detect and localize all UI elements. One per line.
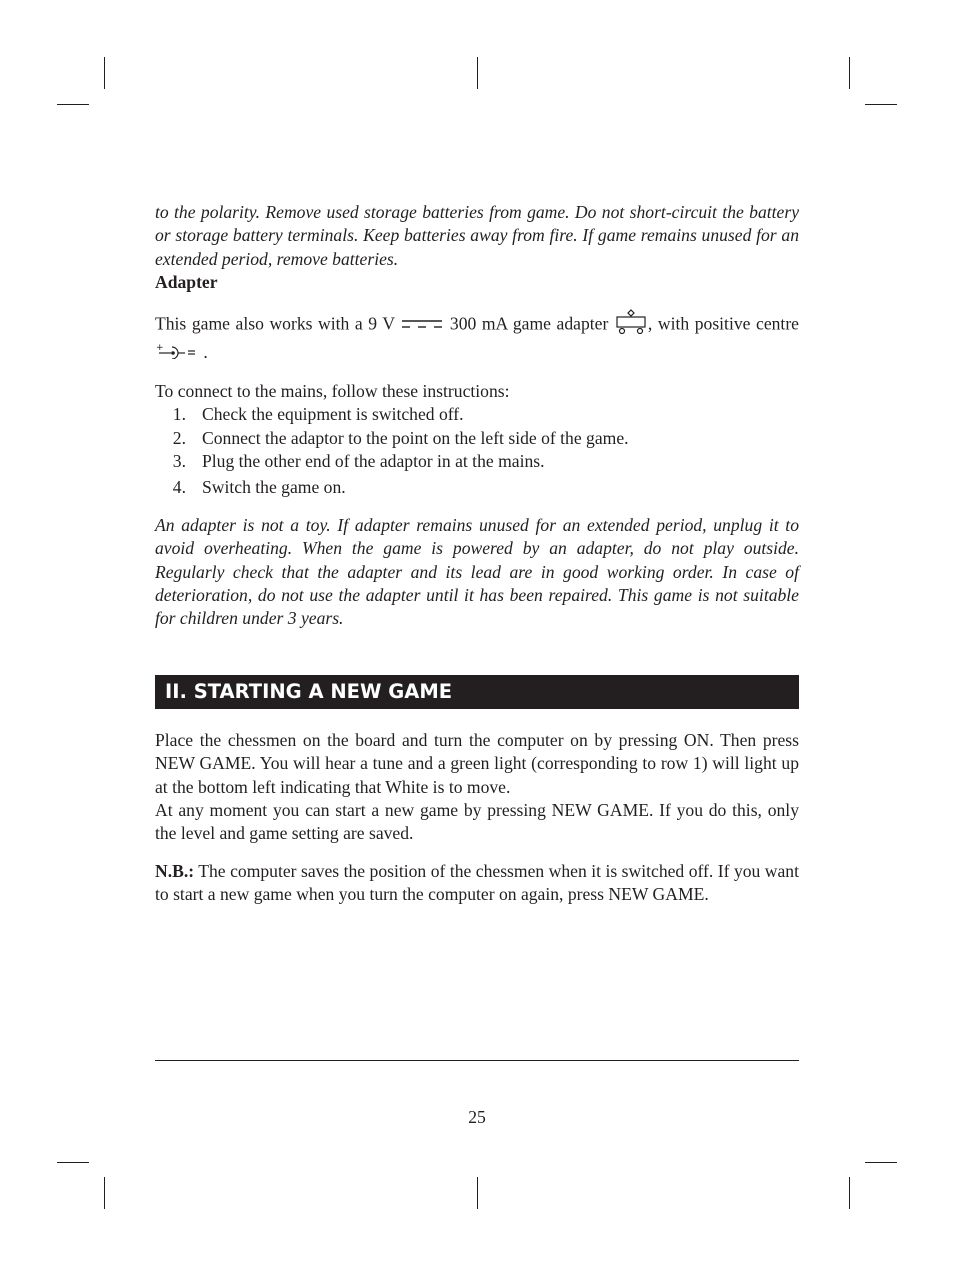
crop-mark-tl-vertical xyxy=(104,57,105,89)
crop-mark-tr-vertical xyxy=(849,57,850,89)
dc-voltage-symbol-icon xyxy=(400,313,444,336)
crop-mark-bl-vertical xyxy=(104,1177,105,1209)
crop-mark-br-vertical xyxy=(849,1177,850,1209)
adapter-text-4: . xyxy=(199,342,208,363)
adapter-text-1: This game also works with a 9 V xyxy=(155,312,395,333)
adapter-symbol-icon xyxy=(614,309,648,341)
crop-mark-bl-horizontal xyxy=(57,1162,89,1163)
positive-centre-polarity-icon xyxy=(155,342,199,365)
section-paragraph-1: Place the chessmen on the board and turn the computer on by pressing ON. Then press NEW GAME. You will hear a tune and a green light (corresponding to row 1) will light up at the bottom left indicating that White is to move. xyxy=(155,729,799,797)
crop-mark-tc-vertical xyxy=(477,57,478,89)
list-item: 4. Switch the game on. xyxy=(172,477,346,498)
crop-mark-br-horizontal xyxy=(865,1162,897,1163)
page-number: 25 xyxy=(468,1107,486,1127)
section-heading: II. STARTING A NEW GAME xyxy=(155,675,799,709)
nb-text: The computer saves the position of the chessmen when it is switched off. If you want to start a new game when you turn the computer on again, press NEW GAME. xyxy=(155,860,799,905)
adapter-text-2: 300 mA game adapter xyxy=(449,312,609,333)
adapter-paragraph xyxy=(155,309,799,366)
section-paragraph-2: At any moment you can start a new game by pressing NEW GAME. If you do this, only the level and game setting are saved. xyxy=(155,799,799,844)
svg-text:+: + xyxy=(156,343,164,354)
crop-mark-tl-horizontal xyxy=(57,104,89,105)
mains-intro: To connect to the mains, follow these instructions: xyxy=(155,380,510,401)
adapter-warning-text: An adapter is not a toy. If adapter remains unused for an extended period, unplug it to avoid overheating. When the game is powered by an adapter, do not play outside. Regularly check that the adapter and its lead are in good working order. In case of deterioration, do not use the adapter until it has been repaired. This game is not suitable for children under 3 years. xyxy=(155,514,799,629)
adapter-heading: Adapter xyxy=(155,272,218,293)
nb-paragraph xyxy=(155,860,799,907)
list-item: 1. Check the equipment is switched off. xyxy=(172,404,464,425)
crop-mark-tr-horizontal xyxy=(865,104,897,105)
nb-label: N.B.: xyxy=(155,860,195,881)
footer-rule xyxy=(155,1060,799,1061)
page-content xyxy=(155,201,799,907)
list-item: 2. Connect the adaptor to the point on the left side of the game. xyxy=(172,427,629,448)
list-item: 3. Plug the other end of the adaptor in at the mains. xyxy=(172,450,545,471)
adapter-text-3: , with positive centre xyxy=(647,312,799,333)
battery-warning-text: to the polarity. Remove used storage batteries from game. Do not short-circuit the battery or storage battery terminals. Keep batteries away from fire. If game remains unused for an extended period, remove batteries. xyxy=(155,202,799,269)
mains-steps-list xyxy=(155,403,799,500)
crop-mark-bc-vertical xyxy=(477,1177,478,1209)
